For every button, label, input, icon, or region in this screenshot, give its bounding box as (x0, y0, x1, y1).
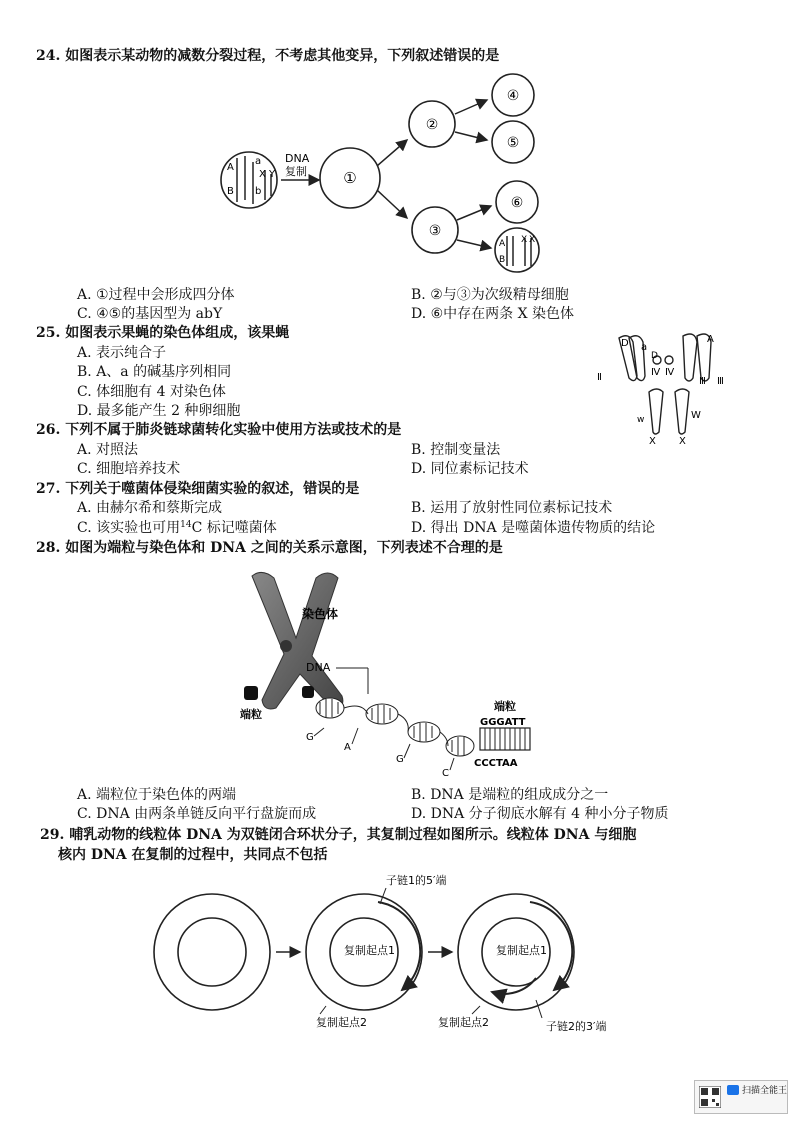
svg-text:Ⅲ: Ⅲ (717, 376, 724, 387)
seq-bottom: CCCTAA (474, 758, 518, 769)
arrow-to-2 (377, 140, 407, 166)
svg-text:a: a (641, 342, 648, 353)
q28-option-a: A. 端粒位于染色体的两端 (77, 787, 237, 803)
q24-meiosis-diagram (215, 70, 555, 280)
label-3prime: 子链2的3′端 (546, 1020, 607, 1033)
svg-text:C: C (442, 768, 449, 779)
chromosome-label: 染色体 (302, 607, 339, 621)
q25-karyotype-diagram (595, 330, 745, 446)
q25-option-b: B. A、a 的碱基序列相同 (77, 364, 232, 380)
q24-option-a: A. ①过程中会形成四分体 (77, 287, 235, 303)
q28-option-b: B. DNA 是端粒的组成成分之一 (411, 787, 609, 803)
q24-option-c: C. ④⑤的基因型为 abY (77, 306, 223, 322)
gene-a: a (255, 156, 262, 167)
q26-option-d: D. 同位素标记技术 (411, 461, 529, 477)
scanner-logo-icon (727, 1085, 739, 1095)
gene-A: A (227, 162, 234, 173)
isotope-superscript: 14 (180, 520, 192, 530)
svg-text:A: A (499, 239, 506, 249)
origin2-ring3: 复制起点2 (438, 1016, 489, 1029)
q24-stem: 24. 如图表示某动物的减数分裂过程，不考虑其他变异，下列叙述错误的是 (36, 48, 500, 64)
centromere (280, 640, 292, 652)
q26-stem: 26. 下列不属于肺炎链球菌转化实验中使用方法或技术的是 (36, 422, 402, 438)
telomere-right-label: 端粒 (494, 700, 516, 713)
gene-Y: Y (269, 169, 276, 180)
svg-text:G: G (306, 732, 314, 743)
gene-X: X (259, 169, 266, 180)
q29-stem-line-1: 29. 哺乳动物的线粒体 DNA 为双链闭合环状分子，其复制过程如图所示。线粒体 DNA 与细胞 (40, 827, 637, 843)
origin1-ring3: 复制起点1 (496, 944, 547, 957)
svg-text:A: A (707, 334, 714, 345)
q27-option-b: B. 运用了放射性同位素标记技术 (411, 500, 613, 516)
svg-text:Ⅳ: Ⅳ (665, 367, 675, 378)
q25-option-c: C. 体细胞有 4 对染色体 (77, 384, 226, 400)
q28-option-c: C. DNA 由两条单链反向平行盘旋而成 (77, 806, 317, 822)
q25-option-a: A. 表示纯合子 (77, 345, 167, 361)
svg-text:B: B (499, 255, 506, 265)
scanner-badge (694, 1080, 788, 1114)
q29-stem-line-2: 核内 DNA 在复制的过程中，共同点不包括 (58, 847, 328, 863)
origin2-ring2: 复制起点2 (316, 1016, 367, 1029)
scanner-label: 扫描全能王 (742, 1086, 788, 1096)
svg-text:D: D (621, 338, 629, 349)
q24-option-d: D. ⑥中存在两条 X 染色体 (411, 306, 575, 322)
svg-text:D: D (651, 351, 658, 361)
q27-stem: 27. 下列关于噬菌体侵染细菌实验的叙述，错误的是 (36, 481, 360, 497)
origin1-ring2: 复制起点1 (344, 944, 395, 957)
q26-option-c: C. 细胞培养技术 (77, 461, 181, 477)
svg-text:X: X (529, 235, 536, 245)
svg-text:A: A (344, 742, 351, 753)
dna-helix (316, 698, 474, 756)
seq-top: GGGATT (480, 717, 526, 728)
cell-2-label: ② (425, 117, 439, 133)
cell-5-label: ⑤ (506, 135, 520, 151)
svg-text:G: G (396, 754, 404, 765)
q28-telomere-diagram (230, 568, 550, 780)
svg-text:W: W (691, 410, 701, 421)
mtdna-ring-1-outer (154, 894, 270, 1010)
q26-option-b: B. 控制变量法 (411, 442, 501, 458)
q27-option-a: A. 由赫尔希和蔡斯完成 (77, 500, 223, 516)
gene-b: b (255, 186, 262, 197)
svg-text:Ⅲ: Ⅲ (699, 376, 706, 387)
svg-text:X: X (521, 235, 528, 245)
cell-3-label: ③ (428, 223, 442, 239)
telomere-left-cap (244, 686, 258, 700)
svg-text:X: X (649, 436, 656, 446)
original-cell (221, 152, 277, 208)
dna-pointer-label: DNA (306, 661, 331, 674)
q27-option-d: D. 得出 DNA 是噬菌体遗传物质的结论 (411, 520, 656, 536)
cell-4-label: ④ (506, 88, 520, 104)
q28-stem: 28. 如图为端粒与染色体和 DNA 之间的关系示意图，下列表述不合理的是 (36, 540, 503, 556)
telomere-left-label: 端粒 (240, 708, 262, 721)
dna-label: DNA (285, 152, 310, 165)
label-5prime: 子链1的5′端 (386, 874, 447, 887)
q25-stem: 25. 如图表示果蝇的染色体组成，该果蝇 (36, 325, 290, 341)
replicate-label: 复制 (285, 165, 307, 178)
q25-option-d: D. 最多能产生 2 种卵细胞 (77, 403, 241, 419)
qr-code-icon (699, 1086, 721, 1108)
q27-option-c: C. 该实验也可用$^{14}$C 标记噬菌体 (77, 520, 277, 536)
gene-B: B (227, 186, 234, 197)
arrow-to-3 (377, 190, 407, 218)
q26-option-a: A. 对照法 (77, 442, 139, 458)
cell-1-label: ① (343, 169, 357, 187)
svg-text:Ⅱ: Ⅱ (597, 372, 602, 383)
cell-6-label: ⑥ (510, 195, 524, 211)
q24-option-b: B. ②与③为次级精母细胞 (411, 287, 569, 303)
svg-text:X: X (679, 436, 686, 446)
q28-option-d: D. DNA 分子彻底水解有 4 种小分子物质 (411, 806, 669, 822)
q29-mtdna-replication-diagram (140, 866, 620, 1036)
svg-text:Ⅳ: Ⅳ (651, 367, 661, 378)
mtdna-ring-1-inner (178, 918, 246, 986)
svg-text:w: w (637, 415, 645, 425)
